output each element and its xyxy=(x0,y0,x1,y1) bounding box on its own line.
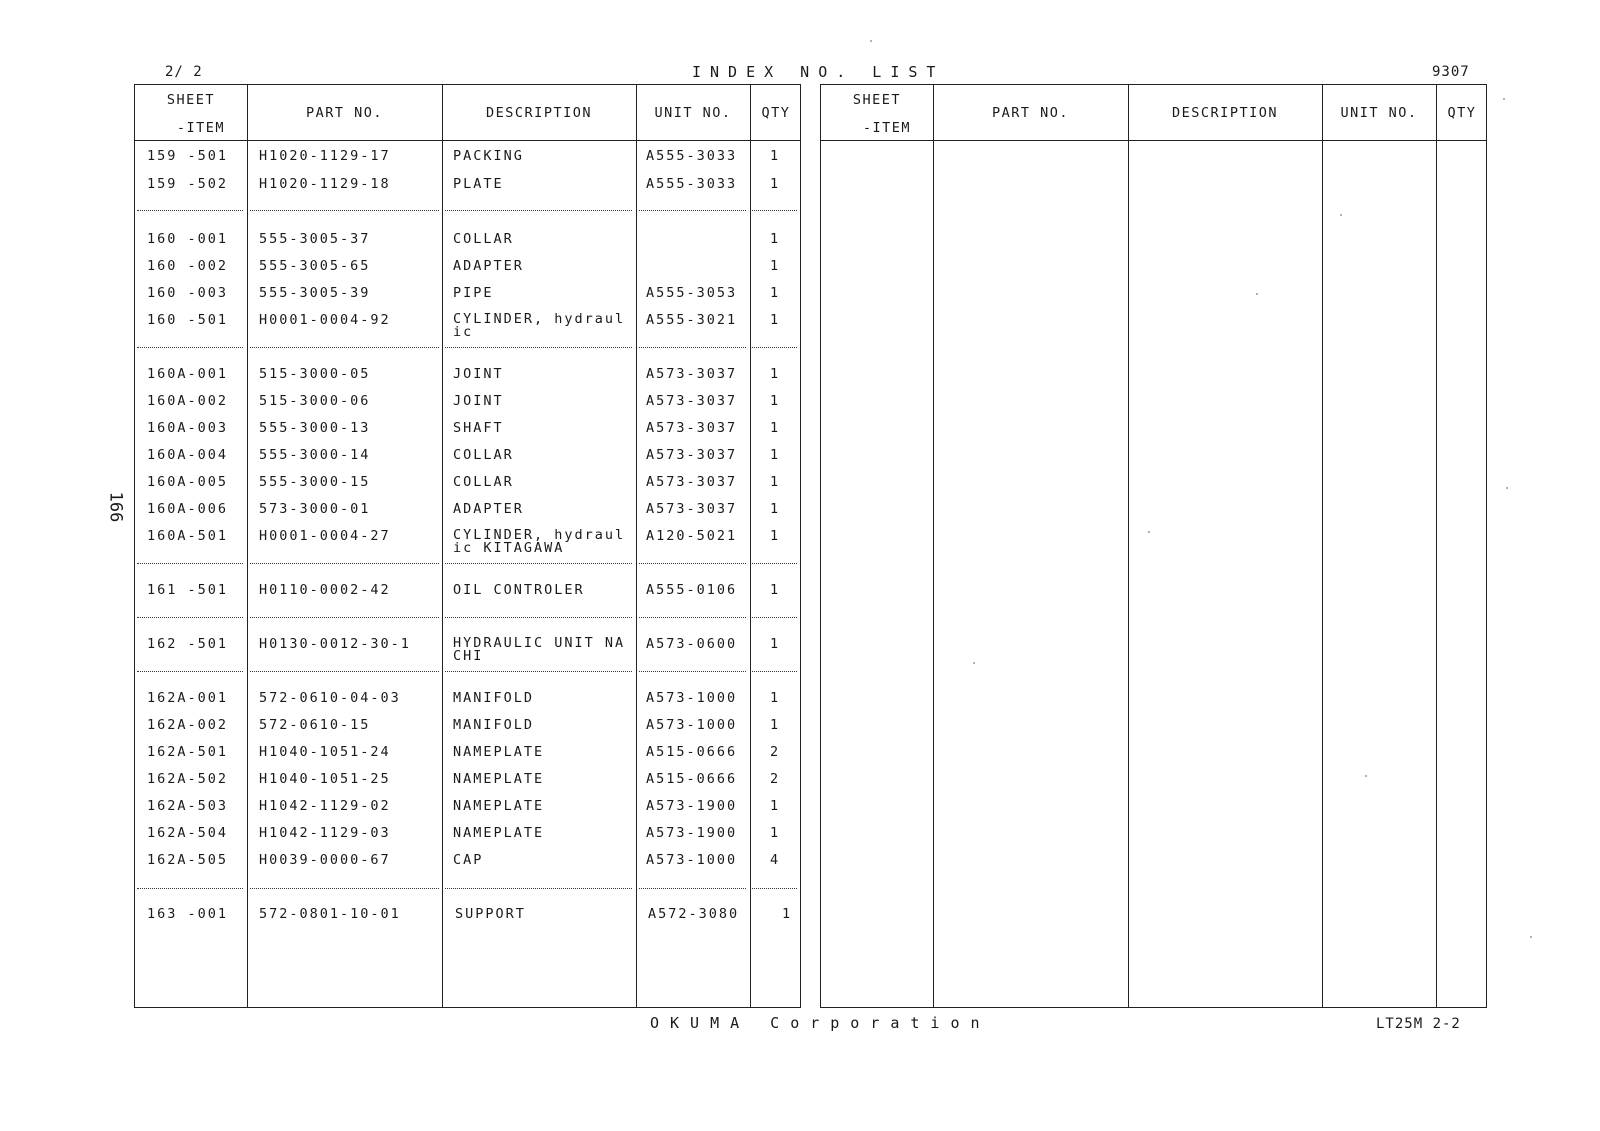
col-header-description: DESCRIPTION xyxy=(486,105,592,121)
cell-description: MANIFOLD xyxy=(453,717,535,733)
cell-qty: 2 xyxy=(770,771,781,787)
group-separator xyxy=(639,671,746,672)
group-separator xyxy=(752,347,797,348)
cell-unit-no: A573-1000 xyxy=(646,717,738,733)
cell-unit-no: A573-3037 xyxy=(646,474,738,490)
cell-qty: 1 xyxy=(770,528,781,544)
group-separator xyxy=(250,617,439,618)
group-separator xyxy=(137,563,243,564)
cell-description: COLLAR xyxy=(453,474,514,490)
cell-part-no: 572-0610-04-03 xyxy=(259,690,401,706)
group-separator xyxy=(752,888,797,889)
cell-sheet: 160A-006 xyxy=(147,501,229,517)
cell-sheet: 160A-501 xyxy=(147,528,229,544)
cell-description: PLATE xyxy=(453,176,504,192)
cell-sheet: 162A-001 xyxy=(147,690,229,706)
cell-part-no: H0130-0012-30-1 xyxy=(259,636,411,652)
cell-sheet: 160 -501 xyxy=(147,312,229,328)
cell-description: ADAPTER xyxy=(453,501,524,517)
cell-description: NAMEPLATE xyxy=(453,825,545,841)
group-separator xyxy=(445,563,632,564)
group-separator xyxy=(250,888,439,889)
cell-part-no: H1020-1129-18 xyxy=(259,176,391,192)
cell-qty: 1 xyxy=(770,825,781,841)
col-header-sheet-line2: -ITEM xyxy=(176,120,226,136)
cell-sheet: 162A-501 xyxy=(147,744,229,760)
cell-sheet: 160A-002 xyxy=(147,393,229,409)
cell-qty: 1 xyxy=(770,717,781,733)
cell-description: NAMEPLATE xyxy=(453,744,545,760)
group-separator xyxy=(137,617,243,618)
cell-unit-no: A555-3033 xyxy=(646,176,738,192)
page-title: INDEX NO. LIST xyxy=(692,63,945,81)
cell-sheet: 161 -501 xyxy=(147,582,229,598)
cell-part-no: H0039-0000-67 xyxy=(259,852,391,868)
cell-qty: 1 xyxy=(770,231,781,247)
cell-qty: 1 xyxy=(770,312,781,328)
cell-description: PIPE xyxy=(453,285,494,301)
cell-qty: 1 xyxy=(770,420,781,436)
cell-part-no: 572-0610-15 xyxy=(259,717,371,733)
cell-description: SHAFT xyxy=(453,420,504,436)
group-separator xyxy=(445,347,632,348)
cell-unit-no: A573-1000 xyxy=(646,690,738,706)
group-separator xyxy=(639,617,746,618)
group-separator xyxy=(137,347,243,348)
cell-unit-no: A555-0106 xyxy=(646,582,738,598)
group-separator xyxy=(250,347,439,348)
group-separator xyxy=(639,347,746,348)
group-separator xyxy=(639,210,746,211)
cell-part-no: 555-3000-14 xyxy=(259,447,371,463)
cell-sheet: 159 -501 xyxy=(147,148,229,164)
cell-part-no: H1042-1129-02 xyxy=(259,798,391,814)
group-separator xyxy=(137,888,243,889)
right-table xyxy=(820,84,1487,1008)
cell-qty: 1 xyxy=(770,582,781,598)
cell-part-no: 555-3005-65 xyxy=(259,258,371,274)
cell-part-no: 515-3000-05 xyxy=(259,366,371,382)
cell-description: CYLINDER, hydraulic xyxy=(453,311,626,340)
cell-unit-no: A573-1900 xyxy=(646,825,738,841)
cell-part-no: 572-0801-10-01 xyxy=(259,906,401,922)
cell-qty: 1 xyxy=(770,258,781,274)
cell-qty: 1 xyxy=(770,636,781,652)
cell-qty: 1 xyxy=(770,474,781,490)
cell-qty: 1 xyxy=(782,906,793,922)
cell-part-no: 555-3005-37 xyxy=(259,231,371,247)
group-separator xyxy=(445,210,632,211)
cell-qty: 1 xyxy=(770,148,781,164)
group-separator xyxy=(752,210,797,211)
cell-sheet: 162A-502 xyxy=(147,771,229,787)
right-col-header-sheet-line1: SHEET xyxy=(852,92,902,108)
cell-unit-no: A573-0600 xyxy=(646,636,738,652)
cell-description: ADAPTER xyxy=(453,258,524,274)
group-separator xyxy=(752,563,797,564)
cell-description: PACKING xyxy=(453,148,524,164)
col-header-unit-no: UNIT NO. xyxy=(654,105,732,121)
cell-part-no: H1020-1129-17 xyxy=(259,148,391,164)
cell-unit-no: A573-3037 xyxy=(646,501,738,517)
cell-description: HYDRAULIC UNIT NACHI xyxy=(453,635,626,664)
cell-sheet: 162A-504 xyxy=(147,825,229,841)
cell-part-no: 515-3000-06 xyxy=(259,393,371,409)
cell-sheet: 160 -001 xyxy=(147,231,229,247)
cell-qty: 1 xyxy=(770,393,781,409)
group-separator xyxy=(445,888,632,889)
cell-sheet: 162A-503 xyxy=(147,798,229,814)
document-code: 9307 xyxy=(1432,64,1470,80)
cell-description: OIL CONTROLER xyxy=(453,582,585,598)
cell-qty: 1 xyxy=(770,447,781,463)
cell-qty: 1 xyxy=(770,366,781,382)
cell-part-no: 555-3005-39 xyxy=(259,285,371,301)
cell-part-no: H0110-0002-42 xyxy=(259,582,391,598)
cell-description: CYLINDER, hydraulic KITAGAWA xyxy=(453,527,626,556)
group-separator xyxy=(445,617,632,618)
cell-sheet: 162 -501 xyxy=(147,636,229,652)
cell-description: SUPPORT xyxy=(455,906,526,922)
cell-part-no: H1042-1129-03 xyxy=(259,825,391,841)
cell-sheet: 160 -003 xyxy=(147,285,229,301)
right-col-header-sheet xyxy=(821,92,933,136)
cell-description: NAMEPLATE xyxy=(453,771,545,787)
group-separator xyxy=(752,671,797,672)
col-header-part-no: PART NO. xyxy=(305,105,384,121)
side-page-number: 166 xyxy=(105,491,126,523)
cell-unit-no: A555-3033 xyxy=(646,148,738,164)
cell-qty: 1 xyxy=(770,285,781,301)
cell-sheet: 160A-003 xyxy=(147,420,229,436)
group-separator xyxy=(250,210,439,211)
cell-sheet: 160A-005 xyxy=(147,474,229,490)
cell-unit-no: A573-1000 xyxy=(646,852,738,868)
cell-part-no: H0001-0004-27 xyxy=(259,528,391,544)
cell-unit-no: A572-3080 xyxy=(648,906,740,922)
cell-description: MANIFOLD xyxy=(453,690,535,706)
cell-sheet: 160A-001 xyxy=(147,366,229,382)
footer-code: LT25M 2-2 xyxy=(1376,1016,1461,1032)
group-separator xyxy=(250,671,439,672)
cell-description: COLLAR xyxy=(453,231,514,247)
col-header-qty: QTY xyxy=(761,105,791,121)
cell-sheet: 160A-004 xyxy=(147,447,229,463)
cell-sheet: 159 -502 xyxy=(147,176,229,192)
cell-unit-no: A515-0666 xyxy=(646,744,738,760)
cell-part-no: H1040-1051-25 xyxy=(259,771,391,787)
col-header-sheet-line1: SHEET xyxy=(166,92,216,108)
group-separator xyxy=(639,563,746,564)
cell-qty: 4 xyxy=(770,852,781,868)
group-separator xyxy=(137,671,243,672)
right-col-header-sheet-line2: -ITEM xyxy=(862,120,912,136)
cell-description: COLLAR xyxy=(453,447,514,463)
cell-unit-no: A573-3037 xyxy=(646,447,738,463)
cell-description: JOINT xyxy=(453,366,504,382)
cell-qty: 1 xyxy=(770,798,781,814)
page-indicator: 2/ 2 xyxy=(165,64,203,80)
cell-unit-no: A555-3021 xyxy=(646,312,738,328)
cell-part-no: 555-3000-15 xyxy=(259,474,371,490)
cell-part-no: H0001-0004-92 xyxy=(259,312,391,328)
col-header-sheet xyxy=(135,92,247,136)
cell-sheet: 160 -002 xyxy=(147,258,229,274)
cell-unit-no: A573-1900 xyxy=(646,798,738,814)
footer-company: OKUMA Corporation xyxy=(650,1014,991,1032)
cell-sheet: 163 -001 xyxy=(147,906,229,922)
cell-description: CAP xyxy=(453,852,484,868)
cell-part-no: H1040-1051-24 xyxy=(259,744,391,760)
right-col-header-qty: QTY xyxy=(1447,105,1477,121)
cell-qty: 2 xyxy=(770,744,781,760)
group-separator xyxy=(752,617,797,618)
cell-qty: 1 xyxy=(770,690,781,706)
cell-unit-no: A573-3037 xyxy=(646,420,738,436)
right-col-header-part-no: PART NO. xyxy=(991,105,1070,121)
cell-unit-no: A515-0666 xyxy=(646,771,738,787)
cell-description: JOINT xyxy=(453,393,504,409)
cell-qty: 1 xyxy=(770,501,781,517)
cell-unit-no: A120-5021 xyxy=(646,528,738,544)
cell-sheet: 162A-505 xyxy=(147,852,229,868)
cell-part-no: 573-3000-01 xyxy=(259,501,371,517)
group-separator xyxy=(445,671,632,672)
right-col-header-unit-no: UNIT NO. xyxy=(1340,105,1418,121)
cell-qty: 1 xyxy=(770,176,781,192)
cell-part-no: 555-3000-13 xyxy=(259,420,371,436)
cell-unit-no: A573-3037 xyxy=(646,393,738,409)
cell-sheet: 162A-002 xyxy=(147,717,229,733)
cell-unit-no: A573-3037 xyxy=(646,366,738,382)
group-separator xyxy=(639,888,746,889)
right-col-header-description: DESCRIPTION xyxy=(1172,105,1278,121)
cell-description: NAMEPLATE xyxy=(453,798,545,814)
group-separator xyxy=(250,563,439,564)
group-separator xyxy=(137,210,243,211)
cell-unit-no: A555-3053 xyxy=(646,285,738,301)
